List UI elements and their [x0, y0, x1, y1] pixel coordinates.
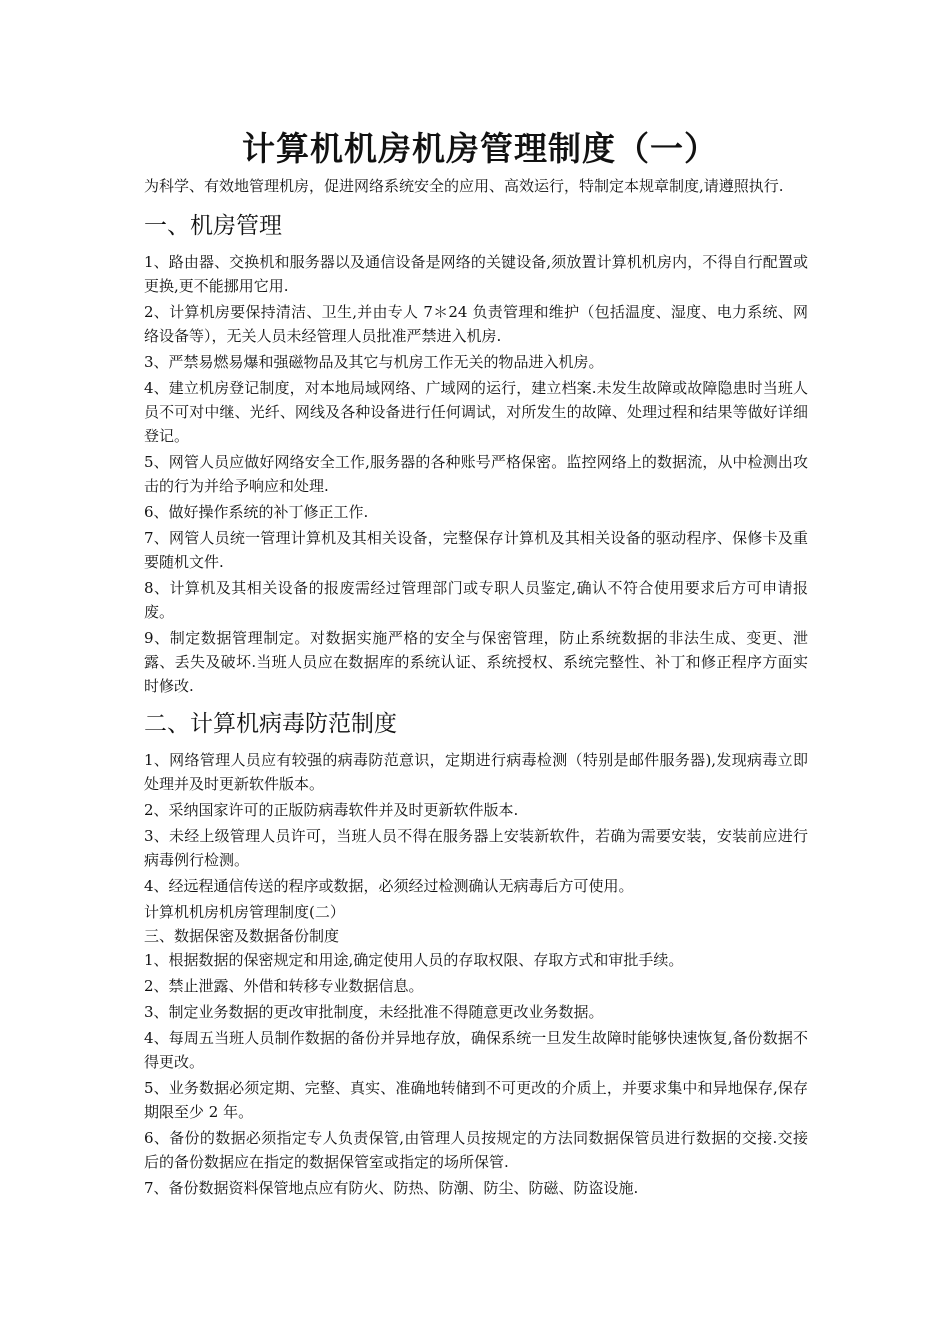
- section-heading-room-management: 一、机房管理: [144, 213, 282, 239]
- list-item: 1、路由器、交换机和服务器以及通信设备是网络的关键设备,须放置计算机机房内，不得自行配置或更换,更不能挪用它用.: [144, 253, 808, 295]
- document-title: 计算机机房机房管理制度（一）: [242, 129, 718, 168]
- list-item: 7、备份数据资料保管地点应有防火、防热、防潮、防尘、防磁、防盗设施.: [144, 1179, 639, 1197]
- list-item: 9、制定数据管理制定。对数据实施严格的安全与保密管理，防止系统数据的非法生成、变更、泄露、丢失及破坏.当班人员应在数据库的系统认证、系统授权、系统完整性、补丁和修正程序方面实时修改.: [144, 629, 808, 695]
- list-item: 1、根据数据的保密规定和用途,确定使用人员的存取权限、存取方式和审批手续。: [144, 951, 684, 969]
- section-heading-data-backup: 三、数据保密及数据备份制度: [144, 927, 340, 945]
- list-item: 2、采纳国家许可的正版防病毒软件并及时更新软件版本.: [144, 801, 519, 819]
- list-item: 6、备份的数据必须指定专人负责保管,由管理人员按规定的方法同数据保管员进行数据的交接.交接后的备份数据应在指定的数据保管室或指定的场所保管.: [144, 1129, 808, 1171]
- intro-paragraph: 为科学、有效地管理机房，促进网络系统安全的应用、高效运行，特制定本规章制度,请遵照执行.: [144, 177, 784, 195]
- list-item: 2、计算机房要保持清洁、卫生,并由专人 7＊24 负责管理和维护（包括温度、湿度、电力系统、网络设备等），无关人员未经管理人员批准严禁进入机房.: [144, 303, 808, 345]
- list-item: 5、网管人员应做好网络安全工作,服务器的各种账号严格保密。监控网络上的数据流，从中检测出攻击的行为并给予响应和处理.: [144, 453, 808, 495]
- list-item: 8、计算机及其相关设备的报废需经过管理部门或专职人员鉴定,确认不符合使用要求后方可申请报废。: [144, 579, 808, 621]
- section-room-management-list: [144, 250, 808, 698]
- list-item: 3、严禁易燃易爆和强磁物品及其它与机房工作无关的物品进入机房。: [144, 353, 604, 371]
- list-item: 3、未经上级管理人员许可，当班人员不得在服务器上安装新软件，若确为需要安装，安装前应进行病毒例行检测。: [144, 827, 808, 869]
- document-page: [144, 124, 808, 1202]
- part-two-title: 计算机机房机房管理制度(二）: [144, 903, 345, 921]
- list-item: 1、网络管理人员应有较强的病毒防范意识，定期进行病毒检测（特别是邮件服务器),发现病毒立即处理并及时更新软件版本。: [144, 751, 808, 793]
- list-item: 2、禁止泄露、外借和转移专业数据信息。: [144, 977, 424, 995]
- list-item: 3、制定业务数据的更改审批制度，未经批准不得随意更改业务数据。: [144, 1003, 604, 1021]
- section-virus-prevention-list: [144, 748, 808, 898]
- section-data-backup-list: [144, 948, 808, 1200]
- list-item: 4、经远程通信传送的程序或数据，必须经过检测确认无病毒后方可使用。: [144, 877, 634, 895]
- list-item: 5、业务数据必须定期、完整、真实、准确地转储到不可更改的介质上，并要求集中和异地保存,保存期限至少 2 年。: [144, 1079, 808, 1121]
- list-item: 4、建立机房登记制度，对本地局域网络、广域网的运行，建立档案.未发生故障或故障隐患时当班人员不可对中继、光纤、网线及各种设备进行任何调试，对所发生的故障、处理过程和结果等做好详细登记。: [144, 379, 808, 445]
- list-item: 6、做好操作系统的补丁修正工作.: [144, 503, 369, 521]
- list-item: 4、每周五当班人员制作数据的备份并异地存放，确保系统一旦发生故障时能够快速恢复,备份数据不得更改。: [144, 1029, 808, 1071]
- list-item: 7、网管人员统一管理计算机及其相关设备，完整保存计算机及其相关设备的驱动程序、保修卡及重要随机文件.: [144, 529, 808, 571]
- section-heading-virus-prevention: 二、计算机病毒防范制度: [144, 711, 397, 737]
